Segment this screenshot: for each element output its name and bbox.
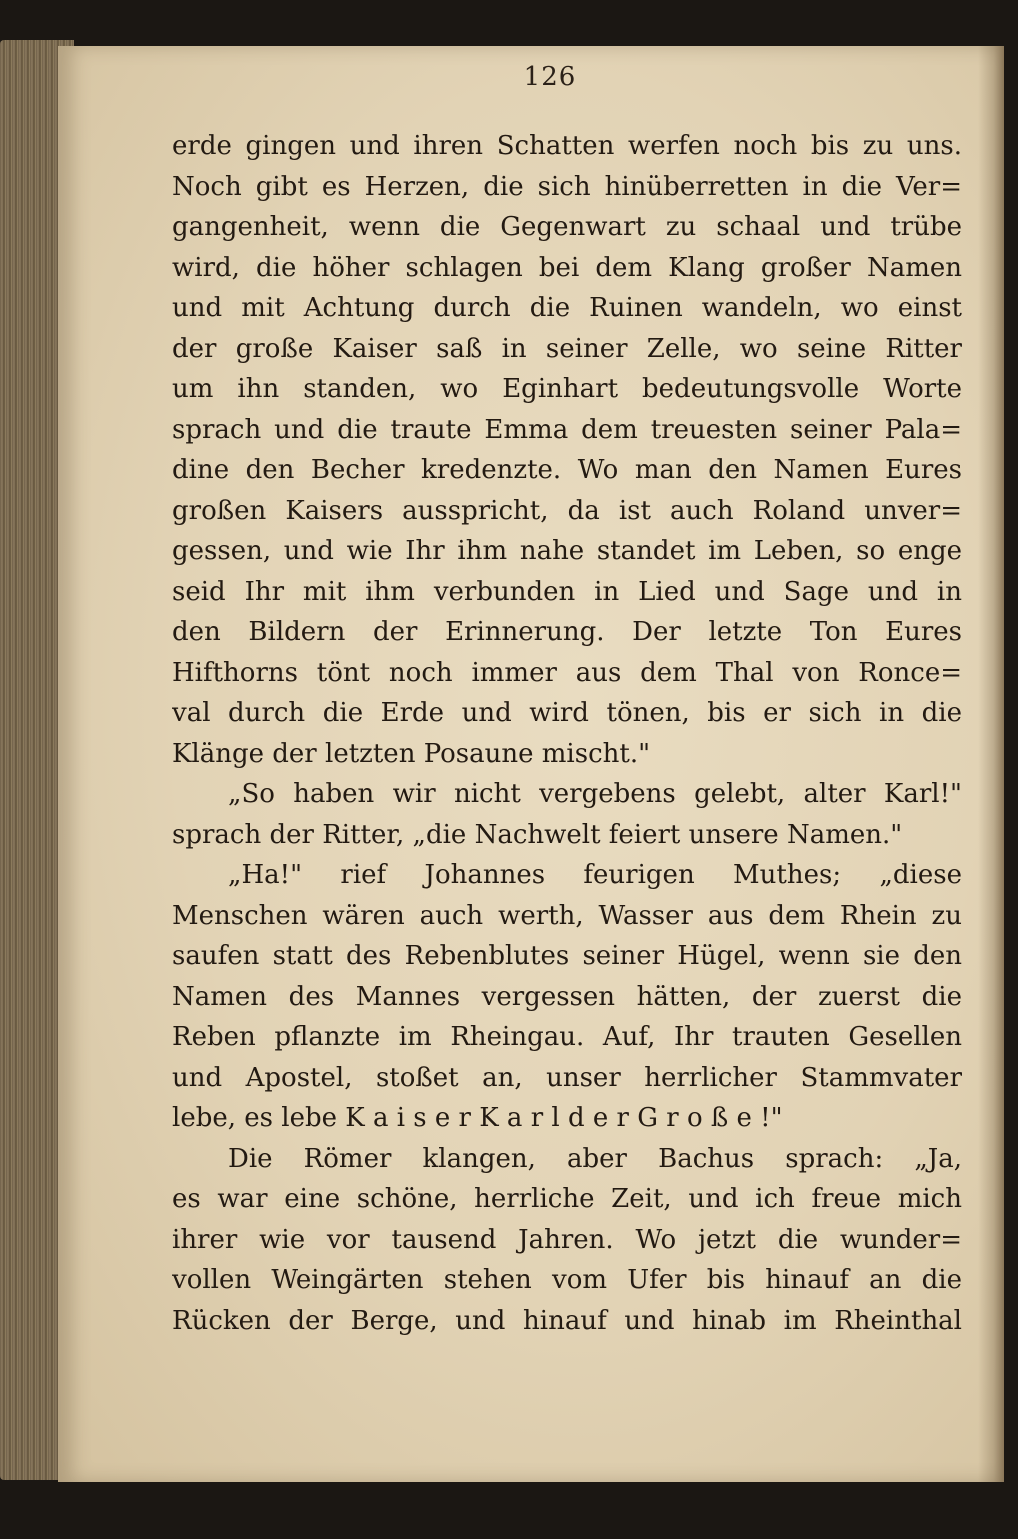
text-line: Klänge der letzten Posaune mischt." bbox=[172, 738, 651, 769]
text-line: „So haben wir nicht vergebens gelebt, alter Karl!" bbox=[228, 779, 962, 809]
text-line: der große Kaiser saß in seiner Zelle, wo seine Ritter bbox=[172, 333, 962, 364]
text-line: sprach und die traute Emma dem treuesten seiner Pala= bbox=[172, 414, 962, 445]
text-line: es war eine schöne, herrliche Zeit, und ich freue mich bbox=[172, 1184, 962, 1214]
text-line: Noch gibt es Herzen, die sich hinüberretten in die Ver= bbox=[172, 171, 962, 202]
text-line: gessen, und wie Ihr ihm nahe standet im Leben, so enge bbox=[172, 536, 962, 566]
text-line: seid Ihr mit ihm verbunden in Lied und Sage und in bbox=[172, 576, 962, 607]
text-line: den Bildern der Erinnerung. Der letzte Ton Eures bbox=[172, 617, 962, 647]
text-line: großen Kaisers ausspricht, da ist auch Roland unver= bbox=[172, 495, 962, 526]
page-edge-shadow bbox=[978, 46, 1004, 1482]
page-number: 126 bbox=[523, 62, 577, 92]
text-line: vollen Weingärten stehen vom Ufer bis hinauf an die bbox=[172, 1265, 962, 1295]
text-line: um ihn standen, wo Eginhart bedeutungsvolle Worte bbox=[172, 374, 962, 404]
text-line: Die Römer klangen, aber Bachus sprach: „Ja, bbox=[228, 1143, 962, 1174]
text-line: und Apostel, stoßet an, unser herrlicher Stammvater bbox=[172, 1062, 962, 1093]
text-line: saufen statt des Rebenblutes seiner Hügel, wenn sie den bbox=[172, 941, 962, 971]
text-line: wird, die höher schlagen bei dem Klang großer Namen bbox=[172, 252, 962, 283]
page-text-body bbox=[172, 126, 962, 1341]
text-line: Namen des Mannes vergessen hätten, der zuerst die bbox=[172, 981, 962, 1012]
text-line: dine den Becher kredenzte. Wo man den Namen Eures bbox=[172, 455, 962, 485]
text-line: val durch die Erde und wird tönen, bis er sich in die bbox=[172, 698, 962, 728]
text-line: „Ha!" rief Johannes feurigen Muthes; „diese bbox=[228, 860, 962, 890]
text-line: lebe, es lebe K a i s e r K a r l d e r G r o ß e !" bbox=[172, 1103, 783, 1133]
text-line: Hifthorns tönt noch immer aus dem Thal von Ronce= bbox=[172, 657, 962, 688]
text-line: und mit Achtung durch die Ruinen wandeln, wo einst bbox=[172, 293, 962, 323]
text-line: Rücken der Berge, und hinauf und hinab im Rheinthal bbox=[172, 1305, 962, 1336]
text-line: Menschen wären auch werth, Wasser aus dem Rhein zu bbox=[172, 900, 962, 931]
text-line: Reben pflanzte im Rheingau. Auf, Ihr trauten Gesellen bbox=[172, 1022, 962, 1052]
text-line: sprach der Ritter, „die Nachwelt feiert unsere Namen." bbox=[172, 819, 903, 850]
text-line: erde gingen und ihren Schatten werfen noch bis zu uns. bbox=[172, 131, 962, 161]
text-line: gangenheit, wenn die Gegenwart zu schaal und trübe bbox=[172, 212, 962, 242]
text-line: ihrer wie vor tausend Jahren. Wo jetzt die wunder= bbox=[172, 1224, 962, 1255]
